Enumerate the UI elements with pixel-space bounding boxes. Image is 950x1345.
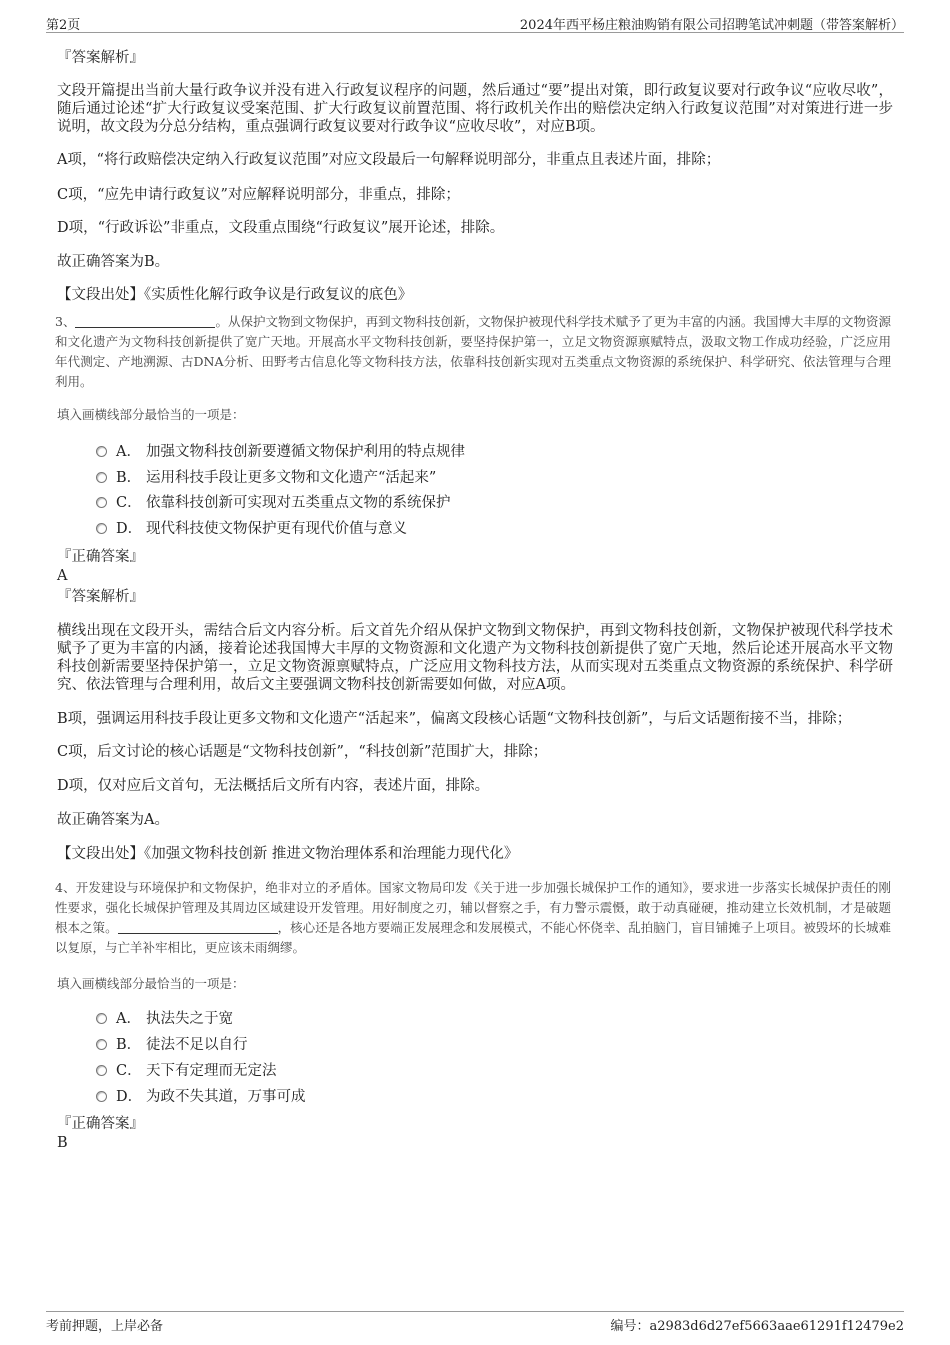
q4-stem-part1: 4、开发建设与环境保护和文物保护，绝非对立的矛盾体。国家文物局印发《关于进一步加强长城保护工作的通知》，要求进一步落实长城保护责任的刚性要求，强化长城保护管理及其周边区域建设开发管理。用好制度之刃，辅以督察之手，有力警示震慑，敢于动真碰硬，推动建立长效机制，才是破题根本之策。 xyxy=(55,880,891,935)
q4-stem xyxy=(55,878,891,958)
q3-stem xyxy=(55,312,891,392)
q4-stem-part2: ，核心还是各地方要端正发展理念和发展模式，不能心怀侥幸、乱拍脑门，盲目铺摊子上项目。被毁坏的长城难以复原，与亡羊补牢相比，更应该未雨绸缪。 xyxy=(55,920,891,955)
radio-icon[interactable] xyxy=(96,497,107,508)
q3-analysis-heading: 『答案解析』 xyxy=(57,589,144,605)
q2-source: 【文段出处】《实质性化解行政争议是行政复议的底色》 xyxy=(57,287,413,303)
radio-icon[interactable] xyxy=(96,523,107,534)
q4-option-a[interactable]: A． 执法失之于宽 xyxy=(96,1010,233,1028)
q2-analysis-option-d: D项，“行政诉讼”非重点，文段重点围绕“行政复议”展开论述，排除。 xyxy=(57,220,505,236)
q2-analysis-option-c: C项，“应先申请行政复议”对应解释说明部分，非重点，排除； xyxy=(57,187,460,203)
q2-conclusion: 故正确答案为B。 xyxy=(57,254,170,270)
q3-option-c[interactable]: C． 依靠科技创新可实现对五类重点文物的系统保护 xyxy=(96,494,451,512)
q4-answer: B xyxy=(57,1135,68,1151)
q4-prompt: 填入画横线部分最恰当的一项是： xyxy=(57,976,245,991)
q3-analysis-option-b: B项，强调运用科技手段让更多文物和文化遗产“活起来”，偏离文段核心话题“文物科技创新”，与后文话题衔接不当，排除； xyxy=(57,711,852,727)
q4-option-d[interactable]: D． 为政不失其道，万事可成 xyxy=(96,1088,306,1106)
q3-analysis-paragraph: 横线出现在文段开头，需结合后文内容分析。后文首先介绍从保护文物到文物保护，再到文物科技创新，文物保护被现代科学技术赋予了更为丰富的内涵，接着论述我国博大丰厚的文物资源和文化遗产为文物科技创新提供了宽广天地，然后论述开展高水平文物科技创新需要坚持保护第一，立足文物资源禀赋特点，广泛应用文物科技方法，从而实现对五类重点文物资源的系统保护、科学研究、依法管理与合理利用，故后文主要强调文物科技创新需要如何做，对应A项。 xyxy=(57,623,893,693)
page-footer xyxy=(46,1311,904,1332)
radio-icon[interactable] xyxy=(96,1091,107,1102)
q3-option-a[interactable]: A． 加强文物科技创新要遵循文物保护利用的特点规律 xyxy=(96,443,465,461)
page-header xyxy=(46,12,904,33)
q3-stem-text: 。从保护文物到文物保护，再到文物科技创新，文物保护被现代科学技术赋予了更为丰富的内涵。我国博大丰厚的文物资源和文化遗产为文物科技创新提供了宽广天地。开展高水平文物科技创新，要坚持保护第一，立足文物资源禀赋特点，汲取文物工作成功经验，广泛应用年代测定、产地溯源、古DNA分析、田野考古信息化等文物科技方法，依靠科技创新实现对五类重点文物资源的系统保护、科学研究、依法管理与合理利用。 xyxy=(55,314,891,389)
footer-slogan: 考前押题，上岸必备 xyxy=(46,1319,164,1334)
q3-answer: A xyxy=(57,568,68,584)
q4-blank xyxy=(118,920,278,934)
q3-answer-heading: 『正确答案』 xyxy=(57,549,144,565)
q3-prompt: 填入画横线部分最恰当的一项是： xyxy=(57,407,245,422)
q4-option-c[interactable]: C． 天下有定理而无定法 xyxy=(96,1062,277,1080)
q3-analysis-option-d: D项，仅对应后文首句，无法概括后文所有内容，表述片面，排除。 xyxy=(57,778,490,794)
radio-icon[interactable] xyxy=(96,446,107,457)
q3-option-d[interactable]: D． 现代科技使文物保护更有现代价值与意义 xyxy=(96,520,407,538)
radio-icon[interactable] xyxy=(96,1065,107,1076)
footer-serial: 编号：a2983d6d27ef5663aae61291f12479e2 xyxy=(610,1319,904,1334)
q3-analysis-option-c: C项，后文讨论的核心话题是“文物科技创新”，“科技创新”范围扩大，排除； xyxy=(57,744,548,760)
page-number: 第2页 xyxy=(46,18,81,33)
q2-analysis-option-a: A项，“将行政赔偿决定纳入行政复议范围”对应文段最后一句解释说明部分，非重点且表述片面，排除； xyxy=(57,152,721,168)
q4-option-b[interactable]: B． 徒法不足以自行 xyxy=(96,1036,248,1054)
q3-blank xyxy=(75,314,215,328)
document-title: 2024年西平杨庄粮油购销有限公司招聘笔试冲刺题（带答案解析） xyxy=(519,18,904,33)
q2-analysis-heading: 『答案解析』 xyxy=(57,50,144,66)
q3-option-b[interactable]: B． 运用科技手段让更多文物和文化遗产“活起来” xyxy=(96,469,436,487)
q3-conclusion: 故正确答案为A。 xyxy=(57,812,169,828)
q3-source: 【文段出处】《加强文物科技创新 推进文物治理体系和治理能力现代化》 xyxy=(57,846,519,862)
q4-answer-heading: 『正确答案』 xyxy=(57,1116,144,1132)
radio-icon[interactable] xyxy=(96,472,107,483)
q3-number: 3、 xyxy=(55,314,76,329)
q2-analysis-paragraph: 文段开篇提出当前大量行政争议并没有进入行政复议程序的问题，然后通过“要”提出对策，即行政复议要对行政争议“应收尽收”，随后通过论述“扩大行政复议受案范围、扩大行政复议前置范围、将行政机关作出的赔偿决定纳入行政复议范围”对对策进行进一步说明，故文段为分总分结构，重点强调行政复议要对行政争议“应收尽收”，对应B项。 xyxy=(57,83,893,135)
radio-icon[interactable] xyxy=(96,1013,107,1024)
radio-icon[interactable] xyxy=(96,1039,107,1050)
